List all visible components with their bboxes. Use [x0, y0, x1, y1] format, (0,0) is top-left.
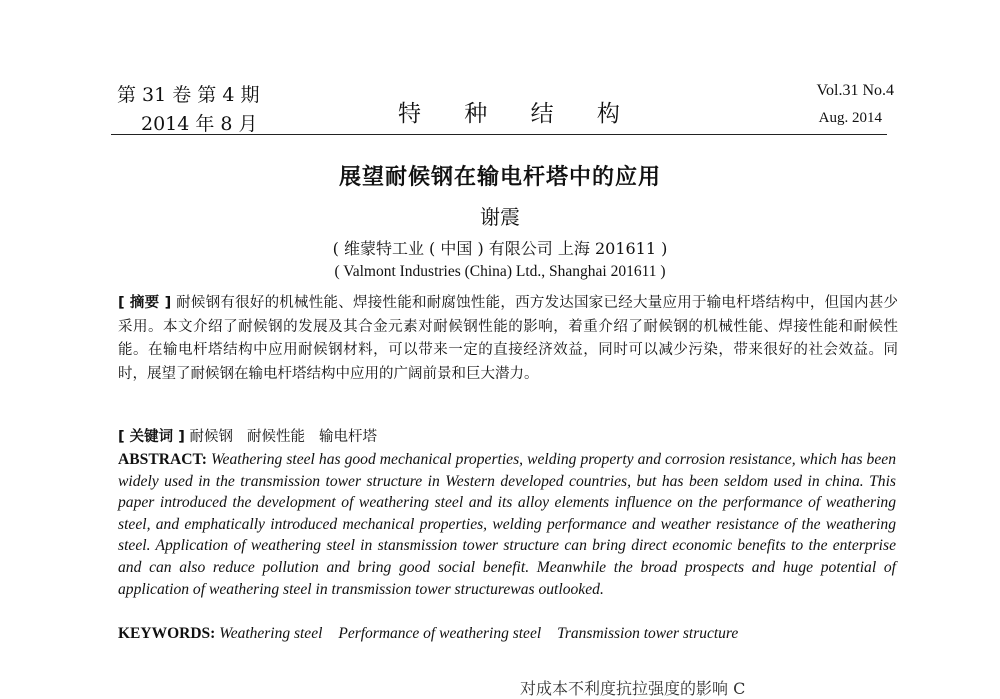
keyword-cn: 耐候钢	[189, 429, 233, 445]
keyword-cn: 耐候性能	[246, 429, 305, 445]
affiliation-en: ( Valmont Industries (China) Ltd., Shanghai 201611 )	[334, 263, 666, 280]
volume-issue-en: Vol.31 No.4	[816, 82, 894, 99]
abstract-cn	[118, 292, 898, 386]
keywords-cn-label: [ 关键词 ]	[118, 429, 185, 445]
abstract-en-label: ABSTRACT:	[118, 451, 207, 468]
header-rule	[111, 134, 887, 135]
keywords-cn	[118, 425, 391, 446]
keyword-cn: 输电杆塔	[318, 429, 377, 445]
article-title: 展望耐候钢在输电杆塔中的应用	[338, 165, 661, 190]
date-en: Aug. 2014	[818, 110, 882, 126]
abstract-cn-text: 耐候钢有很好的机械性能、焊接性能和耐腐蚀性能，西方发达国家已经大量应用于输电杆塔结构中，但国内甚少采用。本文介绍了耐候钢的发展及其合金元素对耐候钢性能的影响，着重介绍了耐候钢的机械性能、焊接性能和耐候性能。在输电杆塔结构中应用耐候钢材料，可以带来一定的直接经济效益，同时可以减少污染，带来很好的社会效益。同时，展望了耐候钢在输电杆塔结构中应用的广阔前景和巨大潜力。	[118, 295, 899, 382]
keyword-en: Weathering steel	[219, 625, 323, 642]
affiliation-cn: ( 维蒙特工业 ( 中国 ) 有限公司 上海 201611 )	[332, 239, 668, 258]
abstract-cn-label: [ 摘要 ]	[118, 295, 172, 311]
footer-partial-text: 对成本不利度抗拉强度的影响 C	[520, 679, 746, 698]
date-cn: 2014 年 8 月	[141, 113, 258, 135]
keyword-en: Transmission tower structure	[557, 625, 739, 642]
keyword-en: Performance of weathering steel	[338, 625, 542, 642]
abstract-en-text: Weathering steel has good mechanical properties, welding property and corrosion resistance, which has been widely used in the transmission tower structure in Western developed countries, but has been seldom used in china. This paper introduced the development of weathering steel and its alloy elements influence on the performance of weathering steel, and emphatically introduced mechanical properties, welding performance and weather resistance of the weathering steel. Application of weathering steel in stansmission tower structure can bring direct economic benefits to the enterprise and can also reduce pollution and bring good social benefit. Meanwhile the broad prospects and huge potential of application of weathering steel in transmission tower structurewas outlooked.	[118, 451, 896, 598]
volume-issue-cn: 第 31 卷 第 4 期	[117, 84, 260, 106]
author-name: 谢震	[480, 205, 520, 229]
keywords-en	[118, 625, 754, 643]
abstract-en	[118, 449, 896, 600]
keywords-en-label: KEYWORDS:	[118, 625, 216, 642]
journal-name: 特 种 结 构	[398, 101, 638, 127]
